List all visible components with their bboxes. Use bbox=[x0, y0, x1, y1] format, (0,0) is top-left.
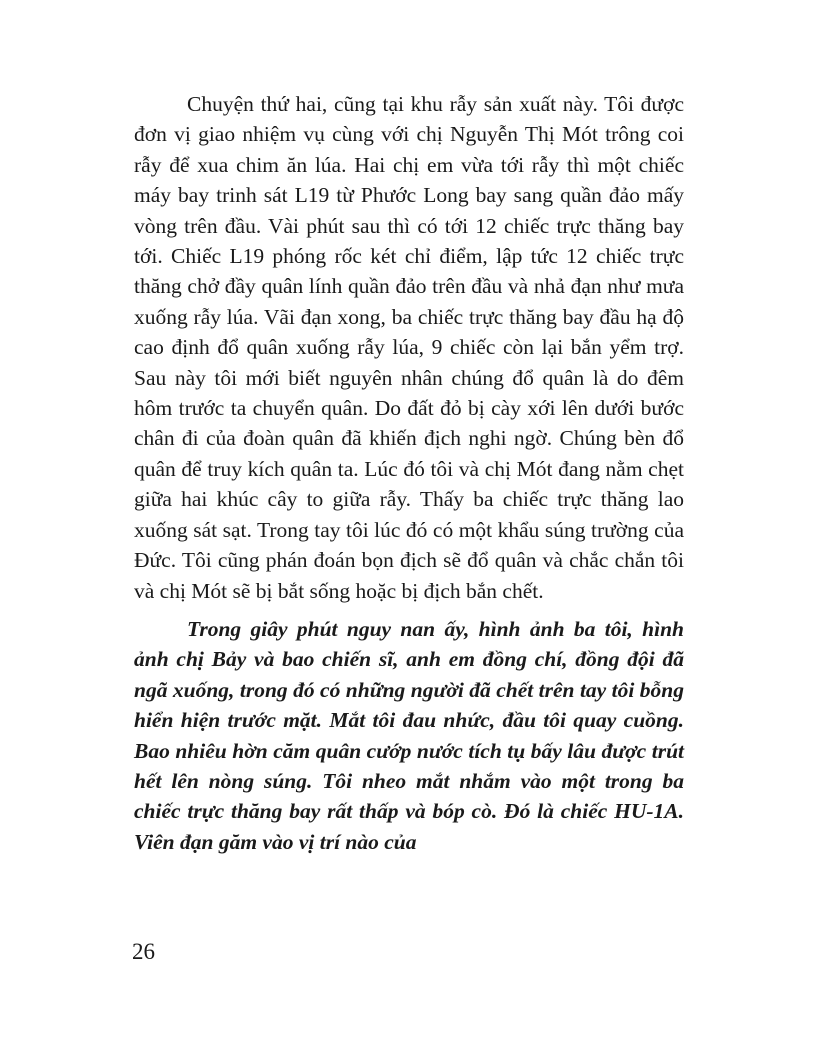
page-number: 26 bbox=[132, 939, 155, 964]
paragraph-story: Chuyện thứ hai, cũng tại khu rẫy sản xuất này. Tôi được đơn vị giao nhiệm vụ cùng với chị Nguyễn Thị Mót trông coi rẫy để xua chim ăn lúa. Hai chị em vừa tới rẫy thì một chiếc máy bay trinh sát L19 từ Phước Long bay sang quần đảo mấy vòng trên đầu. Vài phút sau thì có tới 12 chiếc trực thăng bay tới. Chiếc L19 phóng rốc két chỉ điểm, lập tức 12 chiếc trực thăng chở đầy quân lính quần đảo trên đầu và nhả đạn như mưa xuống rẫy lúa. Vãi đạn xong, ba chiếc trực thăng bay đầu hạ độ cao định đổ quân xuống rẫy lúa, 9 chiếc còn lại bắn yểm trợ. Sau này tôi mới biết nguyên nhân chúng đổ quân là do đêm hôm trước ta chuyển quân. Do đất đỏ bị cày xới lên dưới bước chân đi của đoàn quân đã khiến địch nghi ngờ. Chúng bèn đổ quân để truy kích quân ta. Lúc đó tôi và chị Mót đang nằm chẹt giữa hai khúc cây to giữa rẫy. Thấy ba chiếc trực thăng lao xuống sát sạt. Trong tay tôi lúc đó có một khẩu súng trường của Đức. Tôi cũng phán đoán bọn địch sẽ đổ quân và chắc chắn tôi và chị Mót sẽ bị bắt sống hoặc bị địch bắn chết. bbox=[134, 92, 684, 603]
paragraph-emphasis: Trong giây phút nguy nan ấy, hình ảnh ba tôi, hình ảnh chị Bảy và bao chiến sĩ, anh em đồng chí, đồng đội đã ngã xuống, trong đó có những người đã chết trên tay tôi bỗng hiển hiện trước mặt. Mắt tôi đau nhức, đầu tôi quay cuồng. Bao nhiêu hờn căm quân cướp nước tích tụ bấy lâu được trút hết lên nòng súng. Tôi nheo mắt nhắm vào một trong ba chiếc trực thăng bay rất thấp và bóp cò. Đó là chiếc HU-1A. Viên đạn găm vào vị trí nào của bbox=[134, 616, 684, 854]
body-text bbox=[134, 89, 684, 857]
